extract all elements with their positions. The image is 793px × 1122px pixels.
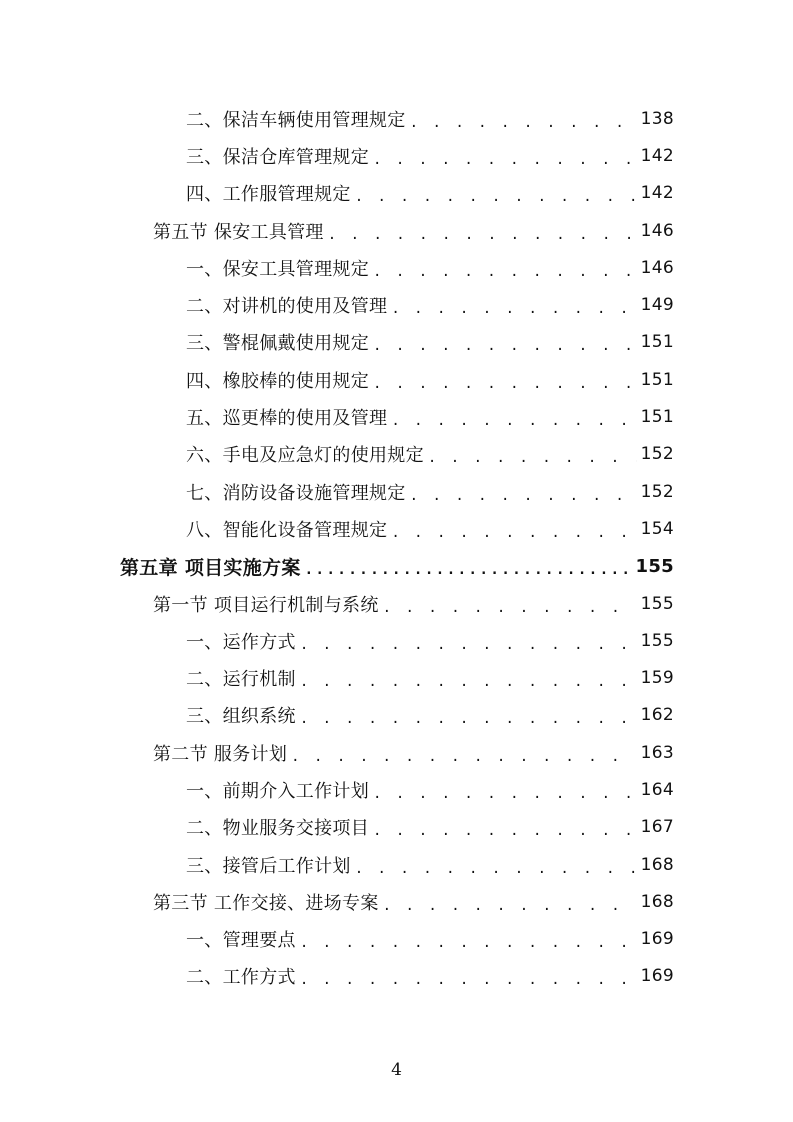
toc-entry-title: 第五章 项目实施方案 — [120, 556, 301, 579]
toc-entry-page: 151 — [640, 369, 674, 390]
toc-entry[interactable] — [0, 510, 793, 547]
toc-entry-title: 三、接管后工作计划 — [186, 855, 351, 877]
toc-section-entry[interactable] — [0, 883, 793, 920]
dot-leader — [300, 973, 637, 987]
dot-leader — [373, 153, 637, 167]
toc-entry-page: 152 — [640, 444, 674, 465]
dot-leader — [373, 339, 637, 353]
toc-entry-page: 142 — [640, 183, 674, 204]
toc-entry-title: 第三节 工作交接、进场专案 — [153, 892, 379, 914]
toc-entry-page: 146 — [640, 257, 674, 278]
toc-entry[interactable] — [0, 398, 793, 435]
toc-entry-title: 三、保洁仓库管理规定 — [186, 146, 369, 168]
toc-entry[interactable] — [0, 324, 793, 361]
toc-entry-title: 四、橡胶棒的使用规定 — [186, 370, 369, 392]
dot-leader — [355, 190, 637, 204]
dot-leader — [328, 228, 637, 242]
toc-entry-page: 162 — [640, 705, 674, 726]
toc-entry-page: 163 — [640, 742, 674, 763]
dot-leader — [373, 787, 637, 801]
toc-entry-page: 167 — [640, 817, 674, 838]
toc-entry[interactable] — [0, 137, 793, 174]
dot-leader — [410, 489, 637, 503]
toc-entry[interactable] — [0, 958, 793, 995]
toc-entry[interactable] — [0, 100, 793, 137]
toc-entry-title: 六、手电及应急灯的使用规定 — [186, 445, 424, 467]
toc-entry-title: 一、运作方式 — [186, 631, 296, 653]
toc-entry-page: 168 — [640, 891, 674, 912]
page-number: 4 — [391, 1060, 402, 1080]
dot-leader — [300, 638, 637, 652]
toc-entry[interactable] — [0, 361, 793, 398]
toc-entry-title: 三、警棍佩戴使用规定 — [186, 333, 369, 355]
dot-leader — [383, 601, 637, 615]
toc-entry-page: 155 — [635, 555, 674, 577]
dot-leader — [300, 936, 637, 950]
table-of-contents — [0, 100, 793, 995]
dot-leader — [305, 563, 632, 577]
toc-entry[interactable] — [0, 771, 793, 808]
toc-entry[interactable] — [0, 697, 793, 734]
dot-leader — [391, 302, 636, 316]
toc-entry-page: 142 — [640, 145, 674, 166]
toc-entry-page: 138 — [640, 108, 674, 129]
toc-entry-page: 146 — [640, 220, 674, 241]
toc-entry-page: 159 — [640, 668, 674, 689]
toc-entry-page: 152 — [640, 481, 674, 502]
toc-entry-title: 一、管理要点 — [186, 930, 296, 952]
toc-entry-page: 155 — [640, 593, 674, 614]
toc-entry[interactable] — [0, 175, 793, 212]
dot-leader — [300, 712, 637, 726]
toc-entry-page: 169 — [640, 929, 674, 950]
toc-entry-page: 168 — [640, 854, 674, 875]
dot-leader — [291, 750, 637, 764]
toc-section-entry[interactable] — [0, 734, 793, 771]
toc-entry-title: 第五节 保安工具管理 — [153, 221, 324, 243]
toc-entry-page: 151 — [640, 407, 674, 428]
toc-entry[interactable] — [0, 809, 793, 846]
toc-entry-title: 五、巡更棒的使用及管理 — [186, 408, 388, 430]
toc-entry-page: 169 — [640, 966, 674, 987]
toc-entry-page: 149 — [640, 295, 674, 316]
dot-leader — [391, 414, 636, 428]
toc-entry-title: 一、前期介入工作计划 — [186, 780, 369, 802]
toc-entry-title: 二、工作方式 — [186, 967, 296, 989]
toc-entry-page: 155 — [640, 630, 674, 651]
toc-entry[interactable] — [0, 846, 793, 883]
toc-entry-title: 一、保安工具管理规定 — [186, 258, 369, 280]
toc-entry-page: 164 — [640, 779, 674, 800]
dot-leader — [383, 899, 637, 913]
toc-entry-title: 二、对讲机的使用及管理 — [186, 296, 388, 318]
dot-leader — [373, 824, 637, 838]
dot-leader — [410, 116, 637, 130]
toc-entry[interactable] — [0, 436, 793, 473]
dot-leader — [428, 451, 637, 465]
toc-section-entry[interactable] — [0, 212, 793, 249]
toc-entry[interactable] — [0, 286, 793, 323]
toc-entry[interactable] — [0, 659, 793, 696]
toc-entry-page: 151 — [640, 332, 674, 353]
toc-entry-title: 二、运行机制 — [186, 669, 296, 691]
toc-entry-title: 二、保洁车辆使用管理规定 — [186, 109, 406, 131]
dot-leader — [355, 862, 637, 876]
toc-entry[interactable] — [0, 921, 793, 958]
toc-entry[interactable] — [0, 622, 793, 659]
toc-entry-title: 四、工作服管理规定 — [186, 184, 351, 206]
toc-entry-title: 三、组织系统 — [186, 706, 296, 728]
toc-entry-page: 154 — [640, 518, 674, 539]
toc-section-entry[interactable] — [0, 585, 793, 622]
toc-chapter-entry[interactable] — [0, 548, 793, 585]
toc-entry-title: 二、物业服务交接项目 — [186, 818, 369, 840]
dot-leader — [373, 377, 637, 391]
toc-entry[interactable] — [0, 249, 793, 286]
toc-entry-title: 七、消防设备设施管理规定 — [186, 482, 406, 504]
toc-entry-title: 第一节 项目运行机制与系统 — [153, 594, 379, 616]
dot-leader — [391, 526, 636, 540]
dot-leader — [300, 675, 637, 689]
dot-leader — [373, 265, 637, 279]
toc-entry-title: 第二节 服务计划 — [153, 743, 288, 765]
toc-entry[interactable] — [0, 473, 793, 510]
toc-entry-title: 八、智能化设备管理规定 — [186, 519, 388, 541]
